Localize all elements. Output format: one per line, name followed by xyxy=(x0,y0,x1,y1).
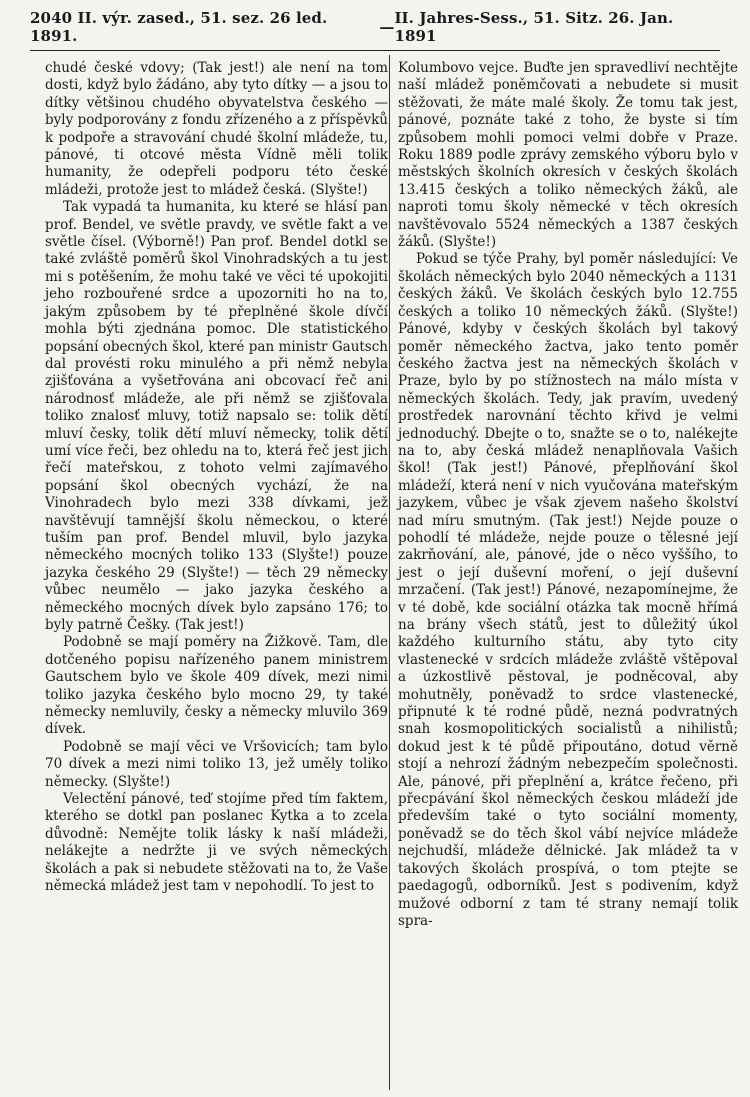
paragraph-text: Tak vypadá ta humanita, ku které se hlásí pan prof. Bendel, ve světle pravdy, ve světle fakt a ve světle čísel. (Výborně!) Pan prof. Bendel dotkl se také zvláště poměrů škol Vinohradských a tu jest mi s potěšením, že mohu také ve věci té upokojiti jeho rozbouřené srdce a upozorniti ho na to, jakým způsobem by té přeplněné škole dívčí mohla býti zjednána pomoc. Dle statistického popsání obecných škol, které pan ministr Gautsch dal provésti roku minulého a při němž nebyla zjišťována a vyšetřována ani obcovací řeč ani národnosť mládeže, ale při němž se zjišťovala toliko znalosť mluvy, totiž napsalo se: tolik dětí mluví česky, tolik dětí mluví německy, tolik dětí umí více řeči, bez ohledu na to, která řeč jest jich řečí mateřskou, z tohoto velmi zajímavého popsání škol obecných vychází, že na Vinohradech bylo mezi 338 dívkami, jež navštěvují tamnější školu německou, o které tuším pan prof. Bendel mluvil, bylo jazyka německého mocných toliko 133 (Slyšte!) pouze jazyka českého 29 (Slyšte!) — těch 29 německy vůbec neumělo — jako jazyka českého a německého mocných dívek bylo zapsáno 176; to byly patrně Češky. (Tak jest!) xyxy=(45,199,388,633)
header-right: II. Jahres-Sess., 51. Sitz. 26. Jan. 1891 xyxy=(394,9,674,45)
paragraph xyxy=(398,251,738,930)
paragraph-text: Podobně se mají poměry na Žižkově. Tam, dle dotčeného popisu nařízeného panem ministrem Gautschem bylo ve škole 409 dívek, mezi nimi toliko jazyka českého bylo mocno 29, ty také německy nemluvily, česky a německy mluvilo 369 dívek. xyxy=(45,634,388,738)
paragraph xyxy=(45,739,388,791)
paragraph-text: chudé české vdovy; (Tak jest!) ale není na tom dosti, když bylo žádáno, aby tyto dítky — a jsou to dítky většinou chudého obyvatelstva českého — byly podporovány z fondu zřízeného a z příspěvků k podpoře a stravování chudé školní mládeže, tu, pánové, ti otcové města Vídně měli tolik humanity, že odepřeli podporu této české mládeži, protože jest to mládež česká. (Slyšte!) xyxy=(45,60,388,198)
column-divider xyxy=(389,55,390,1090)
paragraph-text: Podobně se mají věci ve Vršovicích; tam bylo 70 dívek a mezi nimi toliko 13, jež uměly toliko německy. (Slyšte!) xyxy=(45,738,388,790)
paragraph-text: Velectění pánové, teď stojíme před tím faktem, kterého se dotkl pan poslanec Kytka a to zcela důvodně: Nemějte tolik lásky k naší mládeži, nelákejte a nedržte ji ve svých německých školách a pak si nebudete stěžovati na to, že Vaše německá mládež jest tam v nepohodlí. To jest to xyxy=(45,791,388,895)
header-separator: — xyxy=(379,18,395,36)
paragraph xyxy=(45,634,388,738)
paragraph xyxy=(45,60,388,199)
header-rule xyxy=(30,50,720,51)
header-left: 2040 II. výr. zased., 51. sez. 26 led. 1891. xyxy=(30,9,328,45)
page-header xyxy=(30,9,720,45)
paragraph xyxy=(45,791,388,895)
paragraph-text: Kolumbovo vejce. Buďte jen spravedliví nechtějte naší mládež poněmčovati a nebudete si musit stěžovati, že máte malé školy. Že tomu tak jest, pánové, poznáte také z toho, že byste si tím způsobem mohli pomoci velmi dobře v Praze. Roku 1889 podle zprávy zemského výboru bylo v městských školních okresích v českých školách 13.415 českých a toliko německých žáků, ale naproti tomu školy německé v těch okresích navštěvovalo 5524 německých a 1387 českých žáků. (Slyšte!) xyxy=(398,60,738,251)
paragraph xyxy=(45,199,388,634)
left-column xyxy=(45,60,388,896)
paragraph xyxy=(398,60,738,251)
right-column xyxy=(398,60,738,930)
paragraph-text: Pokud se týče Prahy, byl poměr následující: Ve školách německých bylo 2040 německých a 1131 českých žáků. Ve školách českých bylo 12.755 českých a toliko 10 německých žáků. (Slyšte!) Pánové, kdyby v českých školách byl takový poměr německého žactva, jako tento poměr českého žactva jest na německých školách v Praze, bylo by po stížnostech na málo místa v německých školách. Tedy, jak pravím, uvedený prostředek narovnání těchto křivd je velmi jednoduchý. Dbejte o to, snažte se o to, nalékejte na to, aby česká mládež nenaplňovala Vašich škol! (Tak jest!) Pánové, přeplňování škol mládeží, která není v nich vyučována mateřským jazykem, vůbec je však zjevem našeho školství nad míru smutným. (Tak jest!) Nejde pouze o pohodlí té mládeže, nejde pouze o tělesné její zakrňování, ale, pánové, jde o něco vyššího, to jest o její duševní moření, o její duševní mrzačení. (Tak jest!) Pánové, nezapomínejme, že v té době, kde sociální otázka tak mocně hřímá na brány všech států, jest to důležitý úkol každého kulturního státu, aby tyto city vlastenecké v srdcích mládeže zvláště vštěpoval a úzkostlivě pěstoval, je podněcoval, aby mohutněly, poněvadž to srdce vlastenecké, připnuté k té rodné půdě, nezná podvratných snah kosmopolitických socialistů a nihilistů; dokud jest k té půdě připoutáno, dotud věrně stojí a nehrozí žádným nebezpečím společnosti. Ale, pánové, při přeplnění a, krátce řečeno, při přecpávání škol německých českou mládeží jde především také o tyto sociální momenty, poněvadž se do těch škol vábí nejvíce mládeže nejchudší, mládeže dělnické. Jak mládež ta v takových školách prospívá, o tom ptejte se paedagogů, odborníků. Jest s podivením, když mužové odborní z tam té strany nemají tolik spra- xyxy=(398,251,738,929)
